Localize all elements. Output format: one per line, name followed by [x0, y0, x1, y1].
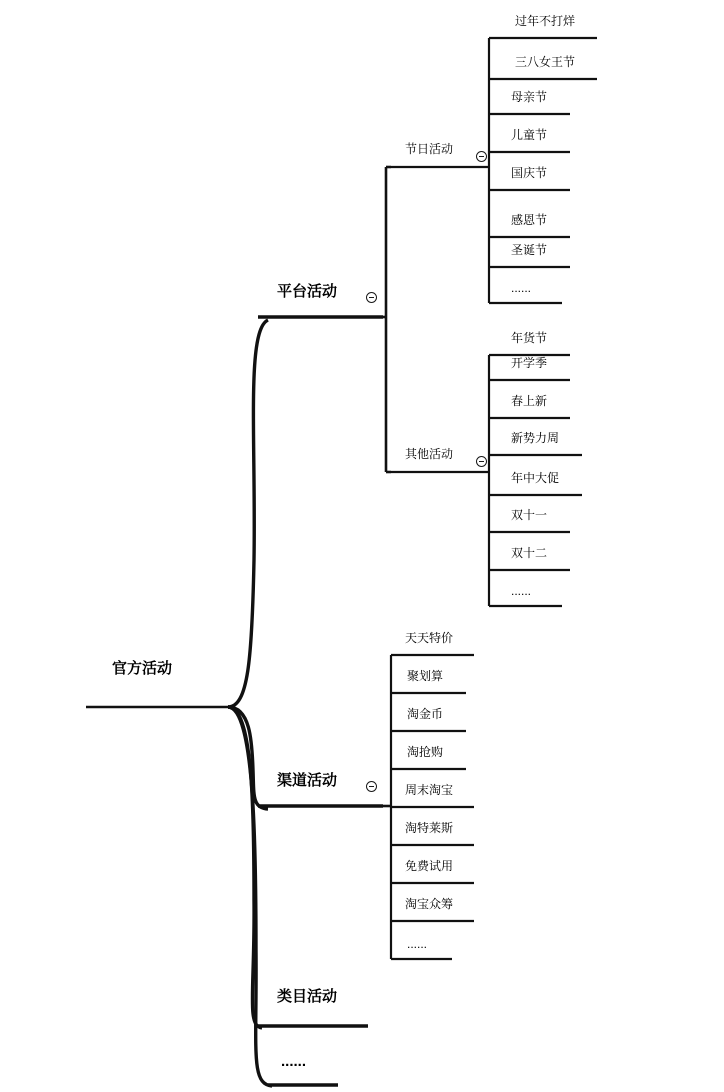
root-node[interactable]: 官方活动: [112, 660, 173, 677]
leaf-node[interactable]: 年货节: [511, 331, 548, 345]
leaf-node[interactable]: 国庆节: [511, 166, 548, 180]
branch-node-other[interactable]: 其他活动: [405, 447, 454, 461]
collapse-toggle-channel-icon[interactable]: [366, 781, 377, 792]
collapse-toggle-platform-icon[interactable]: [366, 292, 377, 303]
leaf-node[interactable]: 双十一: [511, 508, 548, 522]
leaf-node[interactable]: 双十二: [511, 546, 548, 560]
branch-node-platform[interactable]: 平台活动: [277, 283, 338, 300]
leaf-node[interactable]: ......: [511, 584, 532, 598]
leaf-node[interactable]: 聚划算: [407, 669, 444, 683]
leaf-node[interactable]: 淘特莱斯: [405, 821, 454, 835]
branch-node-category[interactable]: 类目活动: [277, 988, 338, 1005]
branch-node-channel[interactable]: 渠道活动: [277, 772, 338, 789]
leaf-node[interactable]: 母亲节: [511, 90, 548, 104]
leaf-node[interactable]: 春上新: [511, 394, 548, 408]
leaf-node[interactable]: 开学季: [511, 356, 548, 370]
leaf-node[interactable]: 年中大促: [511, 471, 560, 485]
leaf-node[interactable]: 儿童节: [511, 128, 548, 142]
leaf-node[interactable]: 圣诞节: [511, 243, 548, 257]
leaf-node[interactable]: 淘抢购: [407, 745, 444, 759]
leaf-node[interactable]: ......: [511, 281, 532, 295]
leaf-node[interactable]: 三八女王节: [515, 55, 576, 69]
leaf-node[interactable]: 天天特价: [405, 631, 454, 645]
branch-node-more[interactable]: ......: [281, 1053, 307, 1070]
collapse-toggle-other-icon[interactable]: [476, 456, 487, 467]
leaf-node[interactable]: ......: [407, 937, 428, 951]
leaf-node[interactable]: 过年不打烊: [515, 14, 576, 28]
leaf-node[interactable]: 周末淘宝: [405, 783, 454, 797]
collapse-toggle-festival-icon[interactable]: [476, 151, 487, 162]
leaf-node[interactable]: 免费试用: [405, 859, 454, 873]
leaf-node[interactable]: 感恩节: [511, 213, 548, 227]
branch-node-festival[interactable]: 节日活动: [405, 142, 454, 156]
leaf-node[interactable]: 淘宝众筹: [405, 897, 454, 911]
leaf-node[interactable]: 淘金币: [407, 707, 444, 721]
leaf-node[interactable]: 新势力周: [511, 431, 560, 445]
